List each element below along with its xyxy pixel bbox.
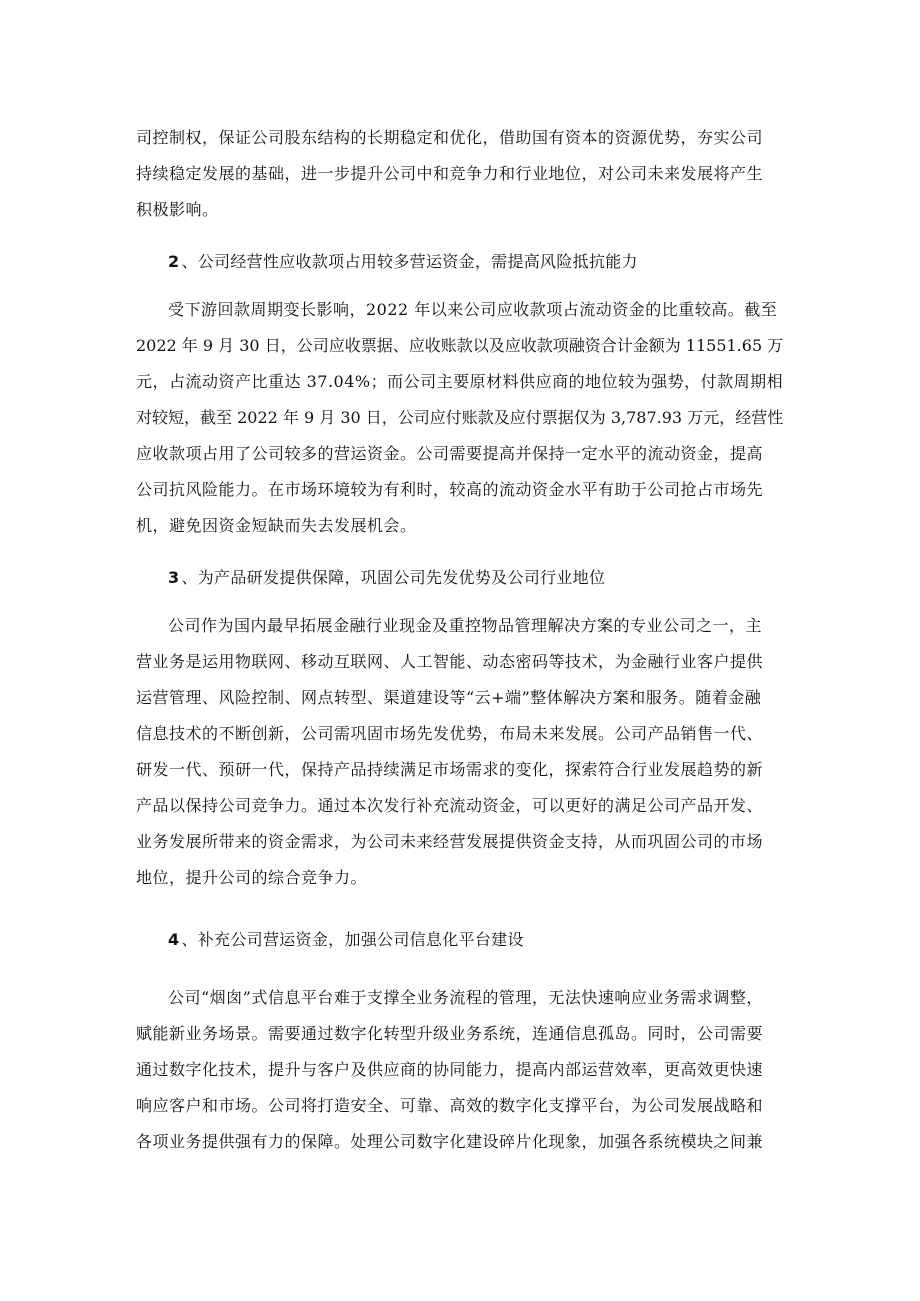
text-line: 应收款项占用了公司较多的营运资金。公司需要提高并保持一定水平的流动资金，提高 — [136, 444, 764, 463]
text-line: 通过数字化技术，提升与客户及供应商的协同能力，提高内部运营效率，更高效更快速 — [136, 1060, 764, 1079]
text-line: 司控制权，保证公司股东结构的长期稳定和优化，借助国有资本的资源优势，夯实公司 — [136, 128, 764, 147]
paragraph-control-rights — [136, 120, 790, 228]
section-number: 3 — [168, 568, 180, 587]
text-line: 各项业务提供强有力的保障。处理公司数字化建设碎片化现象，加强各系统模块之间兼 — [136, 1132, 764, 1151]
section-title: 、公司经营性应收款项占用较多营运资金，需提高风险抵抗能力 — [181, 252, 638, 271]
text-line: 研发一代、预研一代，保持产品持续满足市场需求的变化，探索符合行业发展趋势的新 — [136, 760, 764, 779]
text-line: 公司“烟囱”式信息平台难于支撑全业务流程的管理，无法快速响应业务需求调整， — [168, 988, 763, 1007]
text-line: 受下游回款周期变长影响，2022 年以来公司应收款项占流动资金的比重较高。截至 — [168, 300, 778, 319]
section-number: 2 — [168, 252, 180, 271]
text-line: 公司作为国内最早拓展金融行业现金及重控物品管理解决方案的专业公司之一，主 — [168, 616, 763, 635]
section-title: 、补充公司营运资金，加强公司信息化平台建设 — [181, 930, 524, 949]
text-line: 机，避免因资金短缺而失去发展机会。 — [136, 516, 417, 535]
section-title: 、为产品研发提供保障，巩固公司先发优势及公司行业地位 — [181, 568, 606, 587]
text-line: 赋能新业务场景。需要通过数字化转型升级业务系统，连通信息孤岛。同时，公司需要 — [136, 1024, 764, 1043]
text-line: 运营管理、风险控制、网点转型、渠道建设等“云+端”整体解决方案和服务。随着金融 — [136, 688, 762, 707]
document-body — [136, 120, 790, 1160]
text-line: 积极影响。 — [136, 200, 219, 219]
text-line: 营业务是运用物联网、移动互联网、人工智能、动态密码等技术，为金融行业客户提供 — [136, 652, 764, 671]
section-heading-4 — [136, 922, 790, 958]
text-line: 产品以保持公司竞争力。通过本次发行补充流动资金，可以更好的满足公司产品开发、 — [136, 796, 764, 815]
text-line: 业务发展所带来的资金需求，为公司未来经营发展提供资金支持，从而巩固公司的市场 — [136, 832, 764, 851]
paragraph-rnd — [136, 608, 790, 896]
paragraph-it-platform — [136, 980, 790, 1160]
text-line: 元，占流动资产比重达 37.04%；而公司主要原材料供应商的地位较为强势，付款周期相 — [136, 372, 784, 391]
text-line: 对较短，截至 2022 年 9 月 30 日，公司应付账款及应付票据仅为 3,787.93 万元，经营性 — [136, 408, 784, 427]
text-line: 地位，提升公司的综合竞争力。 — [136, 868, 368, 887]
paragraph-receivables — [136, 292, 790, 544]
text-line: 公司抗风险能力。在市场环境较为有利时，较高的流动资金水平有助于公司抢占市场先 — [136, 480, 764, 499]
section-number: 4 — [168, 930, 180, 949]
text-line: 2022 年 9 月 30 日，公司应收票据、应收账款以及应收款项融资合计金额为 11551.65 万 — [136, 336, 784, 355]
section-heading-3 — [136, 560, 790, 596]
section-heading-2 — [136, 244, 790, 280]
text-line: 响应客户和市场。公司将打造安全、可靠、高效的数字化支撑平台，为公司发展战略和 — [136, 1096, 764, 1115]
text-line: 信息技术的不断创新，公司需巩固市场先发优势，布局未来发展。公司产品销售一代、 — [136, 724, 764, 743]
text-line: 持续稳定发展的基础，进一步提升公司中和竞争力和行业地位，对公司未来发展将产生 — [136, 164, 764, 183]
